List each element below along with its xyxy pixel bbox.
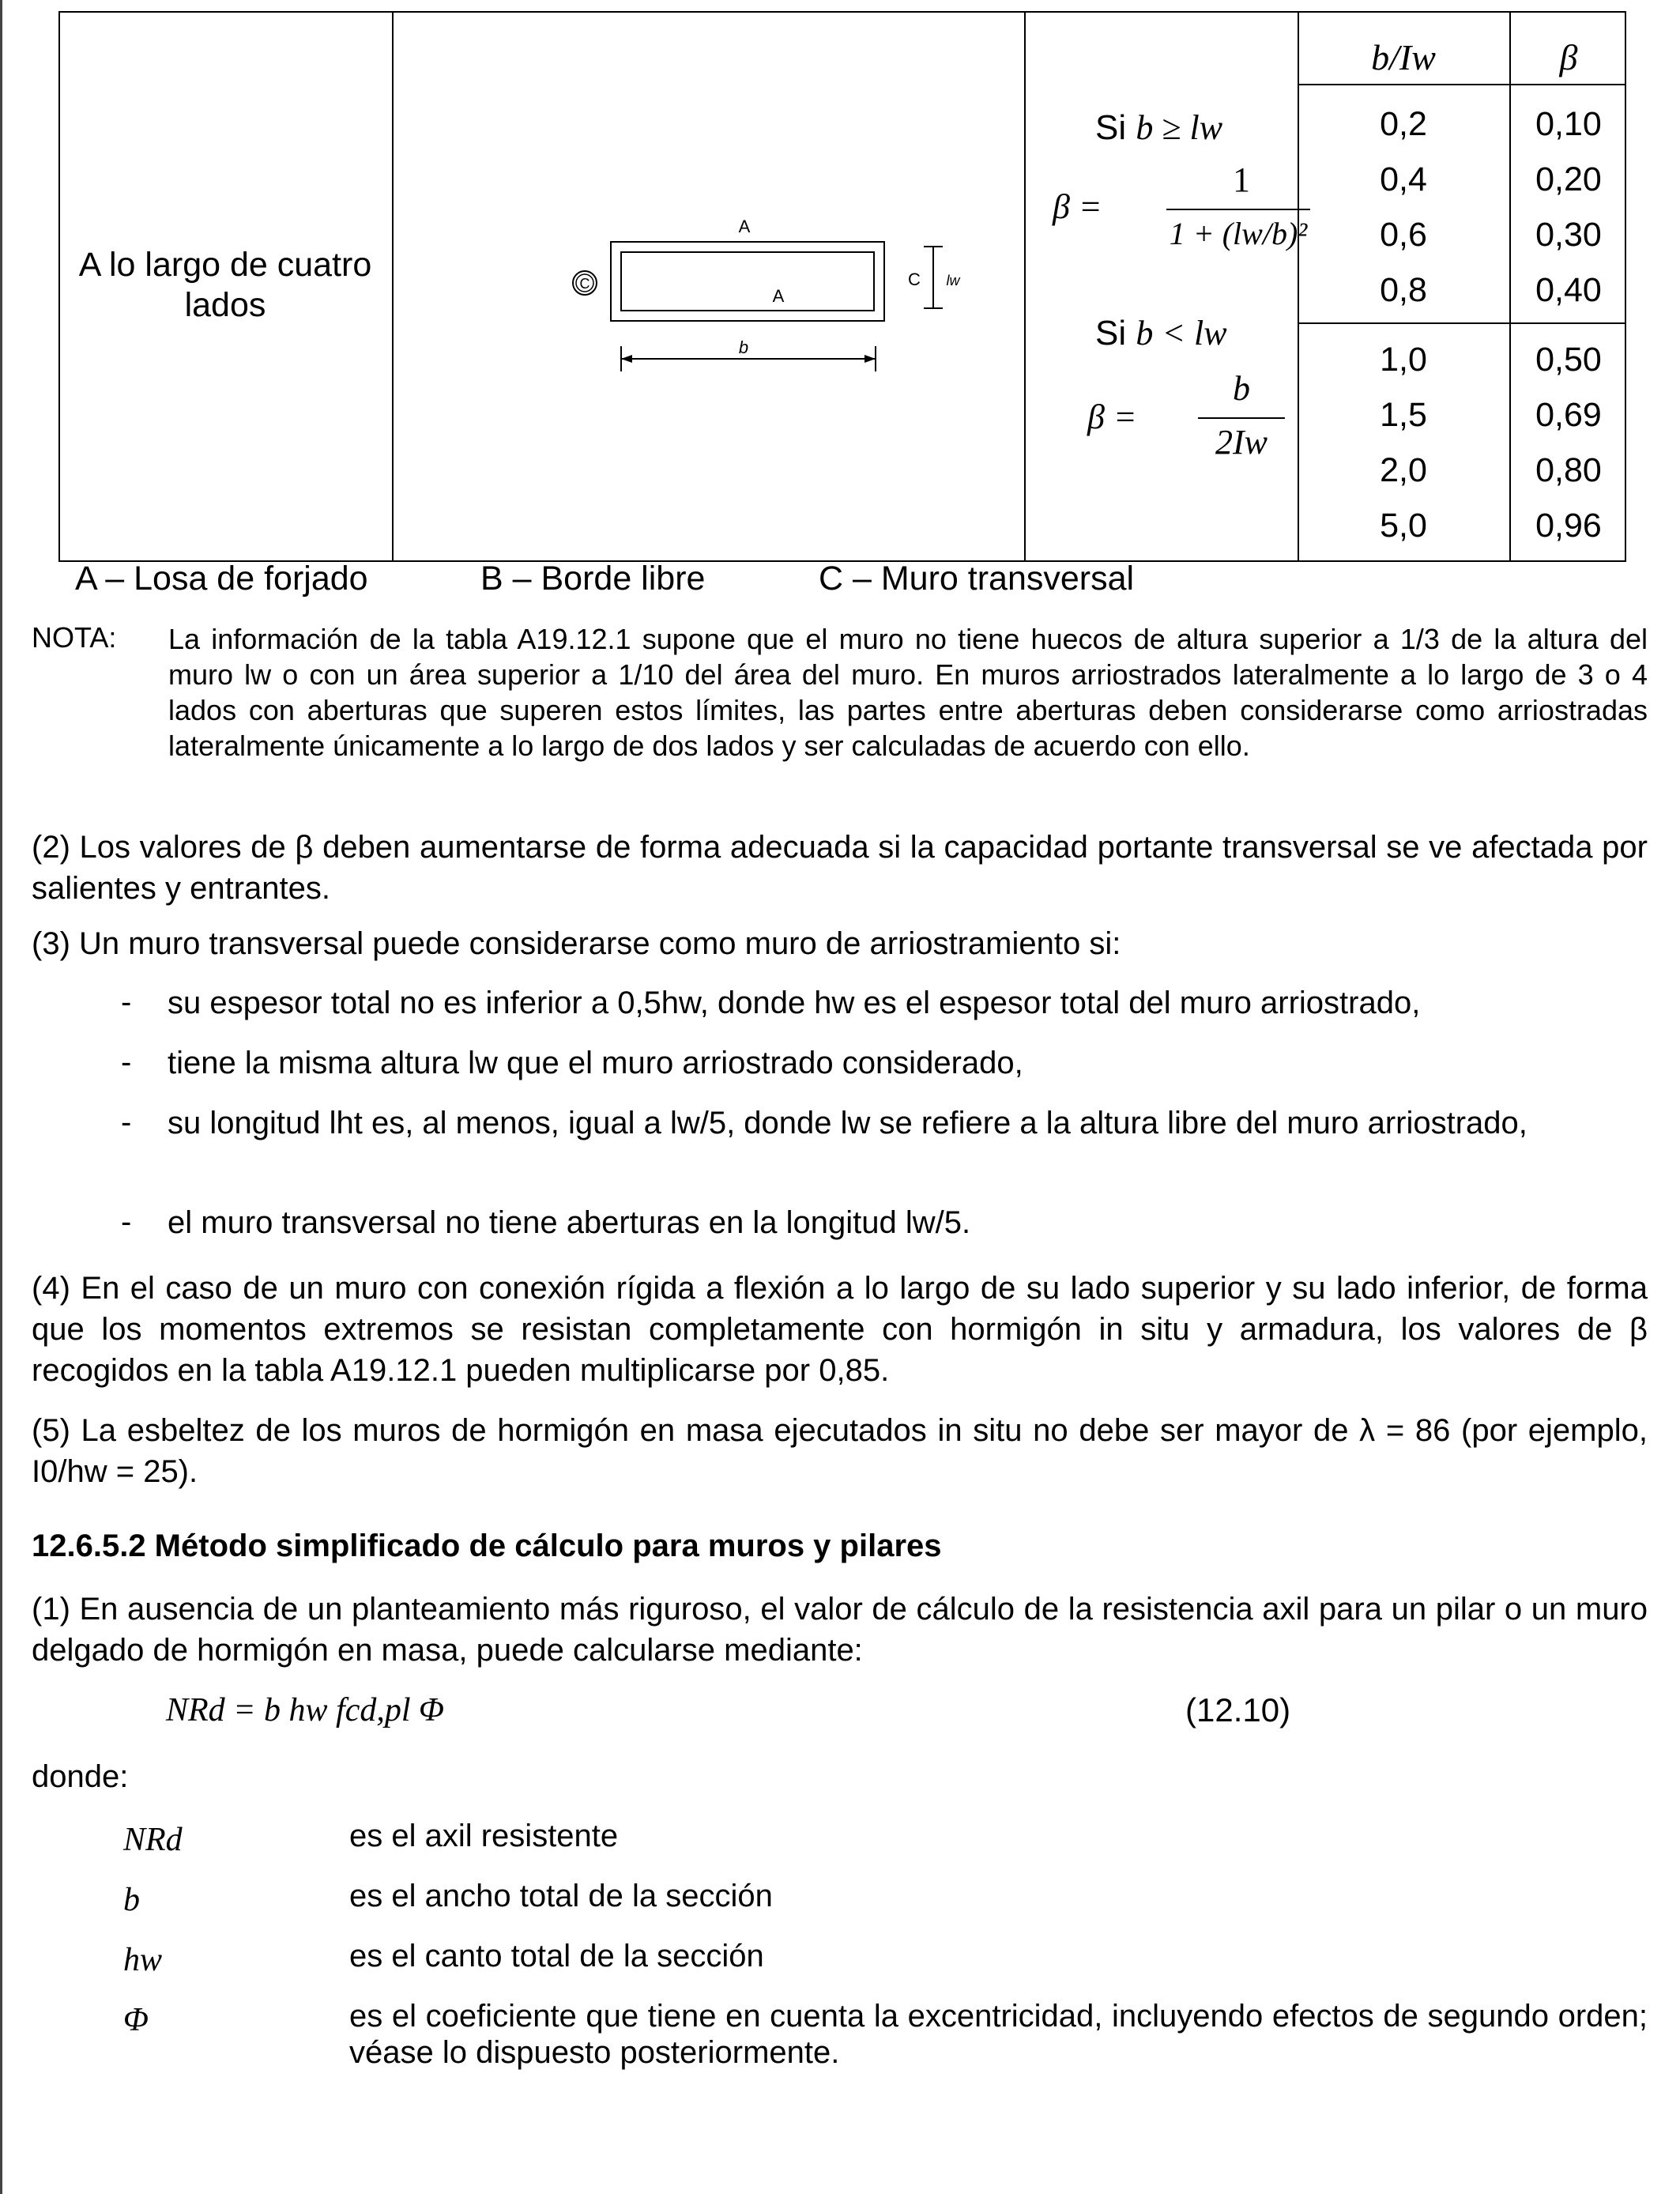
diagram-label-b: b: [738, 337, 749, 357]
beta-label-2: β =: [1087, 398, 1137, 436]
table-cell: 0,8: [1380, 271, 1427, 309]
bullet-dash: -: [121, 1204, 132, 1239]
legend-c: C – Muro transversal: [819, 560, 1135, 598]
table-cell: 1,0: [1380, 341, 1427, 379]
table-cell: 5,0: [1380, 507, 1427, 545]
bullet-item: tiene la misma altura lw que el muro arriostrado considerado,: [168, 1046, 1023, 1080]
wall-diagram: [503, 194, 977, 384]
fraction-1-numerator: 1: [1233, 160, 1250, 199]
table-cell: 2,0: [1380, 451, 1427, 489]
table-cell: 1,5: [1380, 396, 1427, 434]
note-text: La información de la tabla A19.12.1 supone que el muro no tiene huecos de altura superior a 1/3 de la altura del muro lw o con un área superior a 1/10 del área del muro. En muros arriostrados lateralmente a lo largo de 3 o 4 lados con aberturas que superen estos límites, las partes entre aberturas deben considerarse como arriostradas lateralmente únicamente a lo largo de dos lados y ser calculadas de acuerdo con ello.: [168, 623, 1648, 762]
fraction-2-numerator: b: [1233, 369, 1250, 408]
beta-group-2: [1509, 332, 1628, 553]
ratio-group-1: [1298, 96, 1509, 318]
legend-b: B – Borde libre: [480, 560, 706, 598]
paragraph-4: (4) En el caso de un muro con conexión rígida a flexión a lo largo de su lado superior y su lado inferior, de forma que los momentos extremos se resistan completamente con hormigón in situ y armadura, los valores de β recogidos en la tabla A19.12.1 pueden multiplicarse por 0,85.: [32, 1271, 1648, 1388]
table-divider: [392, 13, 394, 560]
def-text: es el ancho total de la sección: [349, 1879, 773, 1913]
table-cell: 0,30: [1535, 216, 1602, 254]
support-label: A lo largo de cuatro lados: [78, 246, 372, 324]
equation-number: (12.10): [1185, 1691, 1291, 1728]
header-beta: β: [1559, 37, 1578, 77]
bullet-dash: -: [121, 1105, 132, 1140]
paragraph-2: (2) Los valores de β deben aumentarse de forma adecuada si la capacidad portante transversal se ve afectada por salientes y entrantes.: [32, 830, 1648, 906]
paragraph-3: (3) Un muro transversal puede considerarse como muro de arriostramiento si:: [32, 926, 1121, 961]
table-cell: 0,2: [1380, 105, 1427, 143]
def-text: es el canto total de la sección: [349, 1939, 764, 1973]
table-cell: 0,96: [1535, 507, 1602, 545]
table-cell: 0,40: [1535, 271, 1602, 309]
equation: NRd = b hw fcd,pl Φ: [166, 1692, 444, 1728]
bullet-dash: -: [121, 985, 132, 1020]
bullet-item: su espesor total no es inferior a 0,5hw, donde hw es el espesor total del muro arriostrado,: [168, 986, 1421, 1020]
section-heading: 12.6.5.2 Método simplificado de cálculo para muros y pilares: [32, 1529, 942, 1563]
diagram-circle-label: C: [579, 276, 590, 292]
table-cell: 0,80: [1535, 451, 1602, 489]
diagram-label-c: C: [908, 270, 921, 289]
table-cell: 0,6: [1380, 216, 1427, 254]
diagram-label-lw: lw: [946, 273, 960, 288]
bullet-item: el muro transversal no tiene aberturas en la longitud lw/5.: [168, 1205, 971, 1240]
fraction-1-denominator: 1 + (lw/b)²: [1169, 216, 1308, 251]
page-left-rule: [0, 0, 2, 2194]
ratio-group-2: [1298, 332, 1509, 553]
beta-table: [58, 11, 1626, 562]
fraction-2-denominator: 2Iw: [1215, 423, 1268, 462]
table-cell: 0,50: [1535, 341, 1602, 379]
def-symbol: Φ: [123, 2002, 149, 2038]
def-symbol: hw: [123, 1942, 163, 1978]
bullet-dash: -: [121, 1045, 132, 1080]
table-cell: 0,4: [1380, 160, 1427, 198]
donde-label: donde:: [32, 1759, 129, 1794]
table-divider: [1298, 322, 1625, 324]
diagram-label-a-top: A: [738, 217, 751, 236]
table-cell: 0,10: [1535, 105, 1602, 143]
def-text: es el coeficiente que tiene en cuenta la excentricidad, incluyendo efectos de segundo orden; véase lo dispuesto posteriormente.: [349, 1999, 1648, 2070]
beta-group-1: [1509, 96, 1628, 318]
bullet-item: su longitud lht es, al menos, igual a lw/5, donde lw se refiere a la altura libre del muro arriostrado,: [168, 1106, 1527, 1140]
def-symbol: NRd: [123, 1822, 183, 1858]
paragraph-5: (5) La esbeltez de los muros de hormigón en masa ejecutados in situ no debe ser mayor de λ = 86 (por ejemplo, I0/hw = 25).: [32, 1413, 1648, 1489]
diagram-label-a-inner: A: [772, 286, 785, 306]
def-text: es el axil resistente: [349, 1819, 619, 1853]
table-cell: 0,20: [1535, 160, 1602, 198]
condition-1: Si b ≥ lw: [1095, 108, 1223, 147]
fraction-2-bar: [1198, 417, 1285, 419]
header-ratio: b/Iw: [1371, 37, 1436, 77]
def-symbol: b: [123, 1882, 140, 1918]
table-cell: 0,69: [1535, 396, 1602, 434]
table-divider: [1024, 13, 1026, 560]
table-divider: [1298, 84, 1625, 85]
condition-2: Si b < lw: [1095, 314, 1227, 352]
fraction-1-bar: [1166, 209, 1310, 210]
beta-label-1: β =: [1053, 187, 1102, 226]
legend-a: A – Losa de forjado: [75, 560, 368, 598]
paragraph-6: (1) En ausencia de un planteamiento más riguroso, el valor de cálculo de la resistencia axil para un pilar o un muro delgado de hormigón en masa, puede calcularse mediante:: [32, 1592, 1648, 1668]
note-label: NOTA:: [32, 621, 117, 654]
